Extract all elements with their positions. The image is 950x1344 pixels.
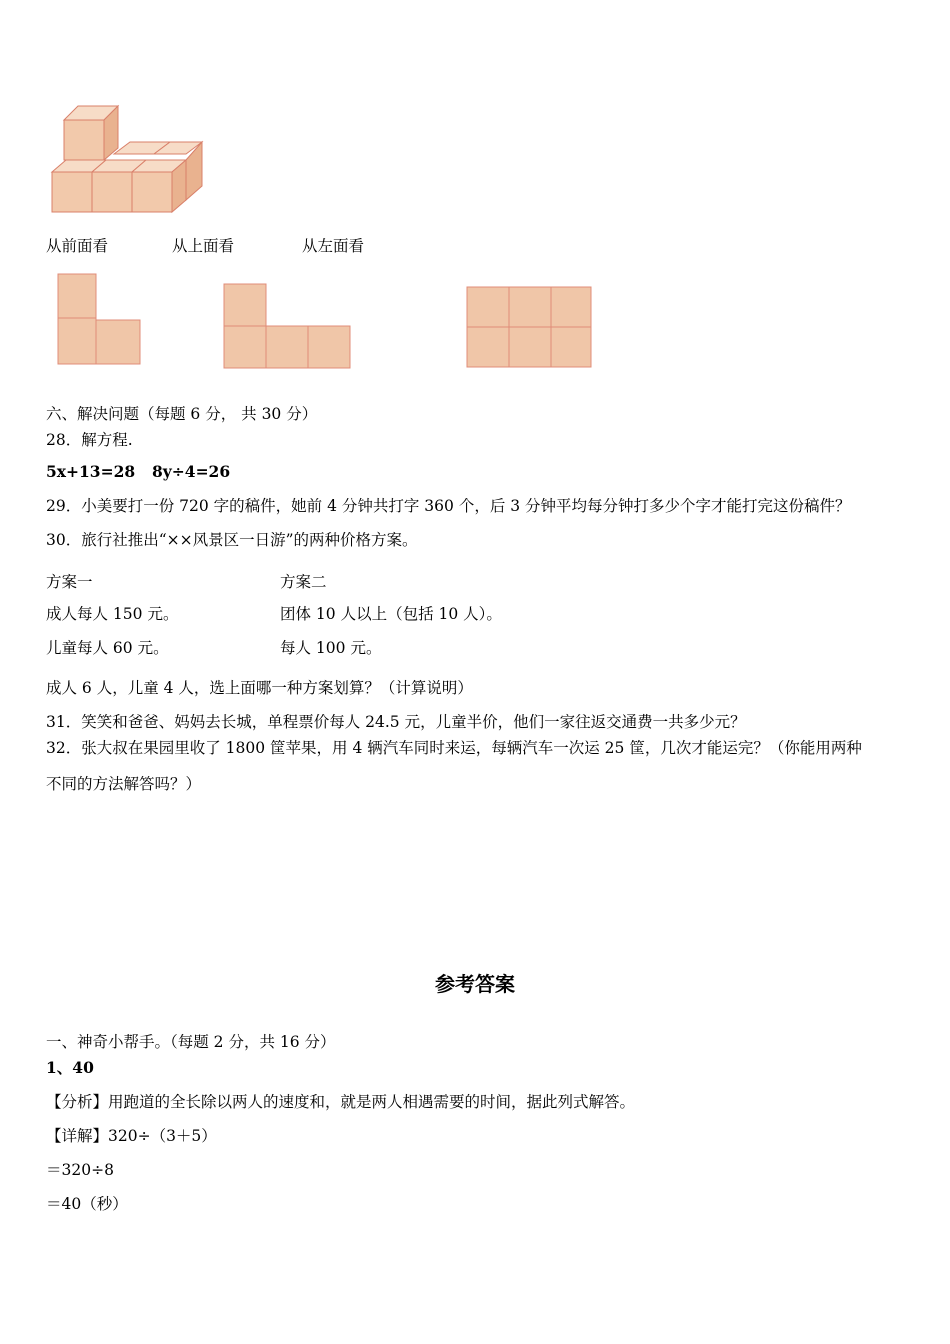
top-view-figure (222, 282, 354, 370)
cube-stack-figure (48, 104, 208, 216)
top-view-label: 从上面看 (172, 237, 235, 255)
answer-1: 1、40 (46, 1058, 94, 1077)
q28-equation-2: 8y÷4=26 (152, 462, 231, 481)
plan2-title: 方案二 (280, 573, 327, 591)
plan2-line1: 团体 10 人以上（包括 10 人）。 (280, 605, 502, 623)
answers-title: 参考答案 (435, 972, 515, 996)
q29-text: 29．小美要打一份 720 字的稿件，她前 4 分钟共打字 360 个，后 3 分钟平均每分钟打多少个字才能打完这份稿件？ (46, 497, 851, 515)
q28-text: 28．解方程. (46, 431, 133, 449)
plan1-line2: 儿童每人 60 元。 (46, 639, 169, 657)
plan2-line2: 每人 100 元。 (280, 639, 382, 657)
left-view-figure (465, 285, 595, 369)
answer-1-analysis: 【分析】用跑道的全长除以两人的速度和，就是两人相遇需要的时间，据此列式解答。 (46, 1093, 636, 1111)
front-view-label: 从前面看 (46, 237, 109, 255)
front-view-figure (56, 272, 144, 368)
q32-text-line1: 32．张大叔在果园里收了 1800 筐苹果，用 4 辆汽车同时来运，每辆汽车一次运 25 筐，几次才能运完？（你能用两种 (46, 739, 862, 757)
q28-equation-1: 5x+13=28 (46, 462, 136, 481)
plan1-line1: 成人每人 150 元。 (46, 605, 179, 623)
answer-1-detail: 【详解】320÷（3＋5） (46, 1127, 217, 1145)
q30-question: 成人 6 人，儿童 4 人，选上面哪一种方案划算？（计算说明） (46, 679, 473, 697)
left-view-label: 从左面看 (302, 237, 365, 255)
q32-text-line2: 不同的方法解答吗？） (46, 775, 202, 793)
answer-1-step2: ＝40（秒） (46, 1195, 128, 1213)
q31-text: 31．笑笑和爸爸、妈妈去长城，单程票价每人 24.5 元，儿童半价，他们一家往返交通费一共多少元？ (46, 713, 746, 731)
section6-heading: 六、解决问题（每题 6 分， 共 30 分） (46, 405, 318, 423)
answer-1-step1: ＝320÷8 (46, 1161, 114, 1179)
plan1-title: 方案一 (46, 573, 93, 591)
q30-text: 30．旅行社推出“××风景区一日游”的两种价格方案。 (46, 531, 418, 549)
answers-section1-heading: 一、神奇小帮手。（每题 2 分，共 16 分） (46, 1033, 336, 1051)
